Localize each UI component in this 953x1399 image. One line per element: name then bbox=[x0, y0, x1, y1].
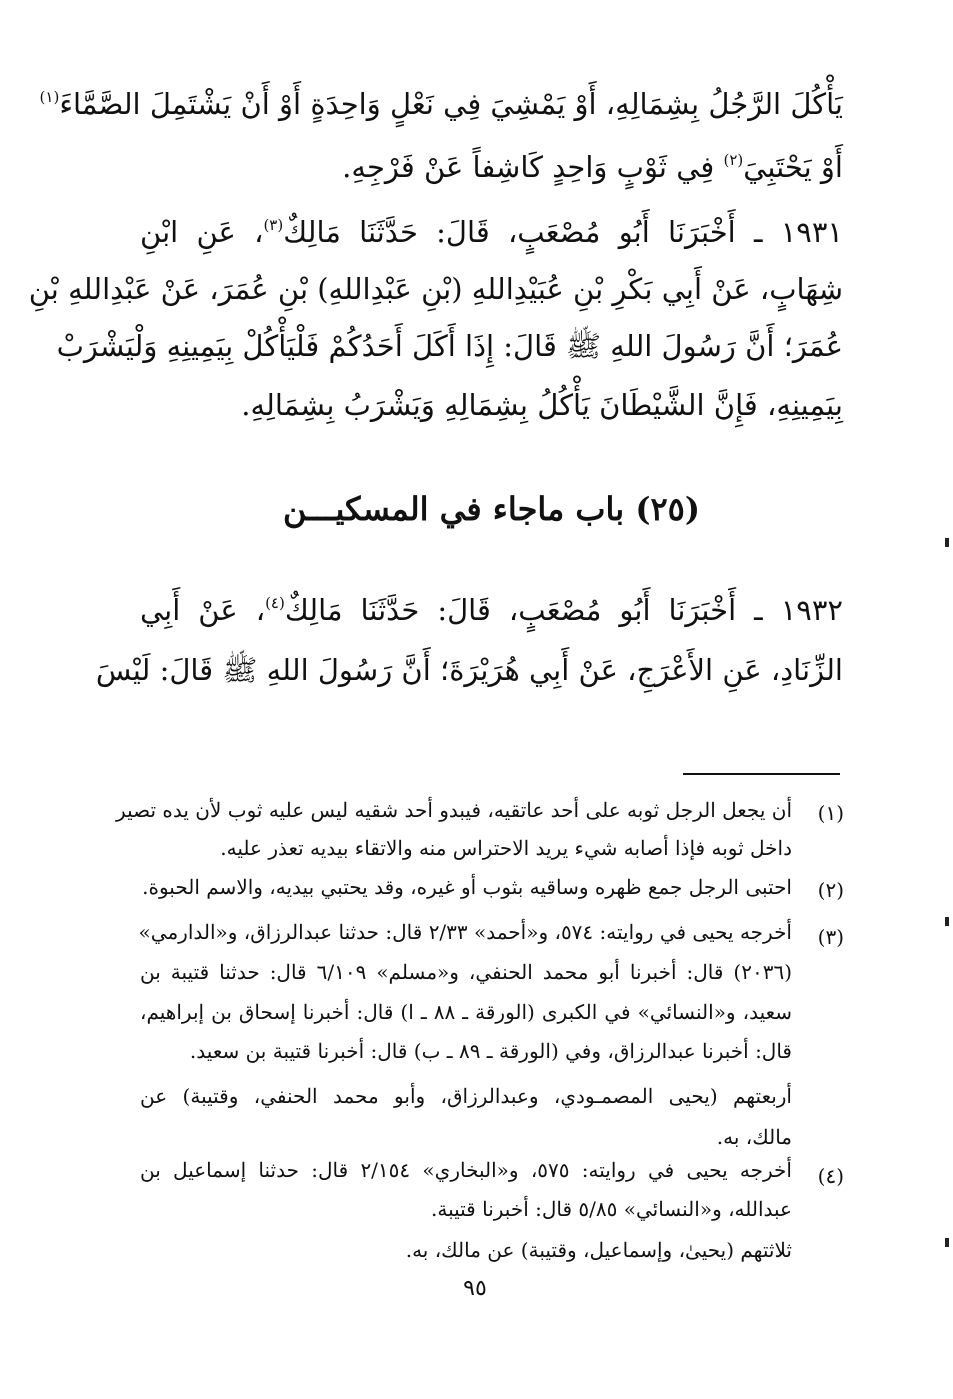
footnote-line: أربعتهم (يحيى المصمـودي، وعبدالرزاق، وأبو محمد الحنفي، وقتيبة) عن bbox=[140, 1084, 792, 1108]
footnote-marker: (٣) bbox=[263, 216, 284, 234]
footnote-number: (٤) bbox=[817, 1164, 844, 1188]
footnote-line: احتبى الرجل جمع ظهره وساقيه بثوب أو غيره، وقد يحتبي بيديه، والاسم الحبوة. bbox=[142, 875, 792, 899]
text-segment: ١٩٣٢ ـ أَخْبَرَنَا أَبُو مُصْعَبٍ، قَالَ: حَدَّثَنَا مَالِكٌ bbox=[284, 593, 843, 627]
footnote-line: أخرجه يحيى في روايته: ٥٧٥، و«البخاري» ٢/١٥٤ قال: حدثنا إسماعيل بن bbox=[140, 1158, 792, 1182]
footnote-number: (١) bbox=[817, 801, 844, 825]
footnote-line: (٢٠٣٦) قال: أخبرنا أبو محمد الحنفي، و«مسلم» ٦/١٠٩ قال: حدثنا قتيبة بن bbox=[140, 960, 792, 984]
text-segment: ١٩٣١ ـ أَخْبَرَنَا أَبُو مُصْعَبٍ، قَالَ: حَدَّثَنَا مَالِكٌ bbox=[283, 215, 843, 249]
hadith-1932-line-1 bbox=[140, 590, 843, 630]
footnote-line: أخرجه يحيى في روايته: ٥٧٤، و«أحمد» ٢/٣٣ قال: حدثنا عبدالرزاق، و«الدارمي» bbox=[138, 920, 792, 944]
text-segment: يَأْكُلَ الرَّجُلُ بِشِمَالِهِ، أَوْ يَمْشِيَ فِي نَعْلٍ وَاحِدَةٍ أَوْ أَنْ يَشْتَمِلَ الصَّمَّاءَ bbox=[59, 87, 843, 121]
scan-edge-mark bbox=[945, 917, 949, 926]
footnote-line: أن يجعل الرجل ثوبه على أحد عاتقيه، فيبدو أحد شقيه ليس عليه ثوب لأن يده تصير bbox=[116, 798, 792, 822]
scan-edge-mark bbox=[945, 538, 949, 547]
footnote-line: مالك، به. bbox=[716, 1125, 792, 1149]
text-segment: ، عَنِ ابْنِ bbox=[140, 215, 264, 249]
scan-edge-mark bbox=[945, 1238, 949, 1247]
footnote-line: داخل ثوبه فإذا أصابه شيء يريد الاحتراس منه والاتقاء بيديه تعذر عليه. bbox=[220, 836, 792, 860]
footnote-number: (٣) bbox=[817, 925, 844, 949]
footnote-line: عبدالله، و«النسائي» ٥/٨٥ قال: أخبرنا قتيبة. bbox=[431, 1197, 792, 1221]
chapter-heading: (٢٥) باب ماجاء في المسكيـــن bbox=[283, 490, 700, 528]
text-segment: فِي ثَوْبٍ وَاحِدٍ كَاشِفاً عَنْ فَرْجِهِ. bbox=[342, 150, 715, 184]
hadith-1931-line-2: شِهَابٍ، عَنْ أَبِي بَكْرِ بْنِ عُبَيْدِاللهِ (بْنِ عَبْدِاللهِ) بْنِ عُمَرَ، عَنْ عَبْدِاللهِ بْنِ bbox=[28, 272, 843, 306]
text-line-1 bbox=[39, 84, 843, 124]
footnote-line: قال: أخبرنا عبدالرزاق، وفي (الورقة ـ ٨٩ ـ ب) قال: أخبرنا قتيبة بن سعيد. bbox=[189, 1039, 792, 1063]
text-segment: أَوْ يَحْتَبِيَ bbox=[743, 150, 843, 184]
text-line-2 bbox=[140, 147, 843, 187]
page-number: ٩٥ bbox=[463, 1276, 487, 1301]
footnote-line: سعيد، و«النسائي» في الكبرى (الورقة ـ ٨٨ ـ ا) قال: أخبرنا إسحاق بن إبراهيم، bbox=[140, 1000, 793, 1024]
footnote-marker: (٢) bbox=[723, 151, 744, 169]
hadith-1932-line-2: الزِّنَادِ، عَنِ الأَعْرَجِ، عَنْ أَبِي هُرَيْرَةَ؛ أَنَّ رَسُولَ اللهِ ﷺ قَالَ: لَيْسَ bbox=[95, 653, 843, 687]
text-segment: ، عَنْ أَبِي bbox=[140, 593, 266, 627]
hadith-1931-line-1 bbox=[140, 212, 843, 252]
footnote-number: (٢) bbox=[817, 878, 844, 902]
footnote-marker: (١) bbox=[39, 88, 60, 106]
hadith-1931-line-3: عُمَرَ؛ أَنَّ رَسُولَ اللهِ ﷺ قَالَ: إِذَا أَكَلَ أَحَدُكُمْ فَلْيَأْكُلْ بِيَمِينِهِ وَلْيَشْرَبْ bbox=[56, 329, 843, 363]
footnote-line: ثلاثتهم (يحيىٰ، وإسماعيل، وقتيبة) عن مالك، به. bbox=[405, 1238, 792, 1262]
hadith-1931-line-4: بِيَمِينِهِ، فَإِنَّ الشَّيْطَانَ يَأْكُلُ بِشِمَالِهِ وَيَشْرَبُ بِشِمَالِهِ. bbox=[241, 388, 843, 422]
footnote-separator bbox=[683, 773, 840, 775]
footnote-marker: (٤) bbox=[265, 594, 285, 612]
